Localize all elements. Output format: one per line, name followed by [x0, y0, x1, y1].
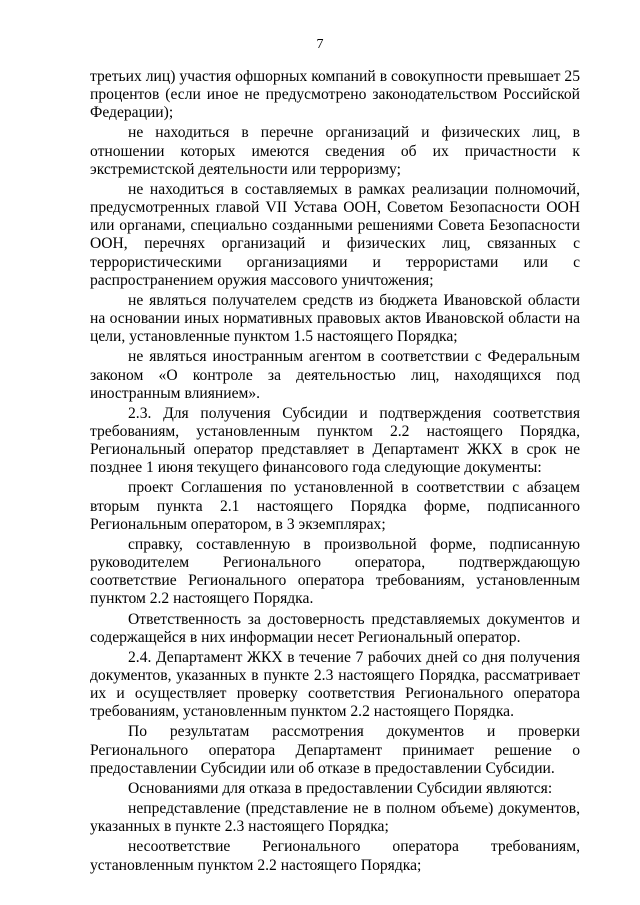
paragraph-foreign-agent: не являться иностранным агентом в соответствии с Федеральным законом «О контроле за деятельностью лиц, находящихся под иностранным влиянием».: [90, 348, 580, 402]
paragraph-responsibility: Ответственность за достоверность представляемых документов и содержащейся в них информации несет Региональный оператор.: [90, 610, 580, 646]
paragraph-section-2-4: 2.4. Департамент ЖКХ в течение 7 рабочих дней со дня получения документов, указанных в пункте 2.3 настоящего Порядка, рассматривает их и осуществляет проверку соответствия Регионального оператора требованиям, установленным пунктом 2.2 настоящего Порядка.: [90, 648, 580, 721]
page-number: 7: [316, 37, 324, 52]
paragraph-certificate: справку, составленную в произвольной форме, подписанную руководителем Регионального оператора, подтверждающую соответствие Регионального оператора требованиям, установленным пунктом 2.2 настоящего Порядка.: [90, 535, 580, 608]
paragraph-extremism-list: не находиться в перечне организаций и физических лиц, в отношении которых имеются сведения об их причастности к экстремистской деятельности или терроризму;: [90, 124, 580, 178]
paragraph-non-submission: непредставление (представление не в полном объеме) документов, указанных в пункте 2.3 настоящего Порядка;: [90, 800, 580, 836]
paragraph-offshore-participation: третьих лиц) участия офшорных компаний в совокупности превышает 25 процентов (если иное не предусмотрено законодательством Российской Федерации);: [90, 68, 580, 122]
paragraph-budget-recipient: не являться получателем средств из бюджета Ивановской области на основании иных нормативных правовых актов Ивановской области на цели, установленные пунктом 1.5 настоящего Порядка;: [90, 291, 580, 346]
paragraph-decision: По результатам рассмотрения документов и проверки Регионального оператора Департамент принимает решение о предоставлении Субсидии или об отказе в предоставлении Субсидии.: [90, 723, 580, 777]
document-body: [90, 68, 580, 875]
paragraph-section-2-3: 2.3. Для получения Субсидии и подтверждения соответствия требованиям, установленным пунктом 2.2 настоящего Порядка, Региональный оператор представляет в Департамент ЖКХ в срок не позднее 1 июня текущего финансового года следующие документы:: [90, 404, 580, 477]
paragraph-un-security-council-list: не находиться в составляемых в рамках реализации полномочий, предусмотренных главой VII Устава ООН, Советом Безопасности ООН или органами, специально созданными решениями Совета Безопасности ООН, перечнях организаций и физических лиц, связанных с террористическими организациями и террористами или с распространением оружия массового уничтожения;: [90, 180, 580, 289]
paragraph-non-compliance: несоответствие Регионального оператора требованиям, установленным пунктом 2.2 настоящего Порядка;: [90, 838, 580, 874]
paragraph-agreement-draft: проект Соглашения по установленной в соответствии с абзацем вторым пункта 2.1 настоящего Порядка форме, подписанного Региональным оператором, в 3 экземплярах;: [90, 479, 580, 533]
paragraph-refusal-grounds: Основаниями для отказа в предоставлении Субсидии являются:: [128, 779, 553, 797]
